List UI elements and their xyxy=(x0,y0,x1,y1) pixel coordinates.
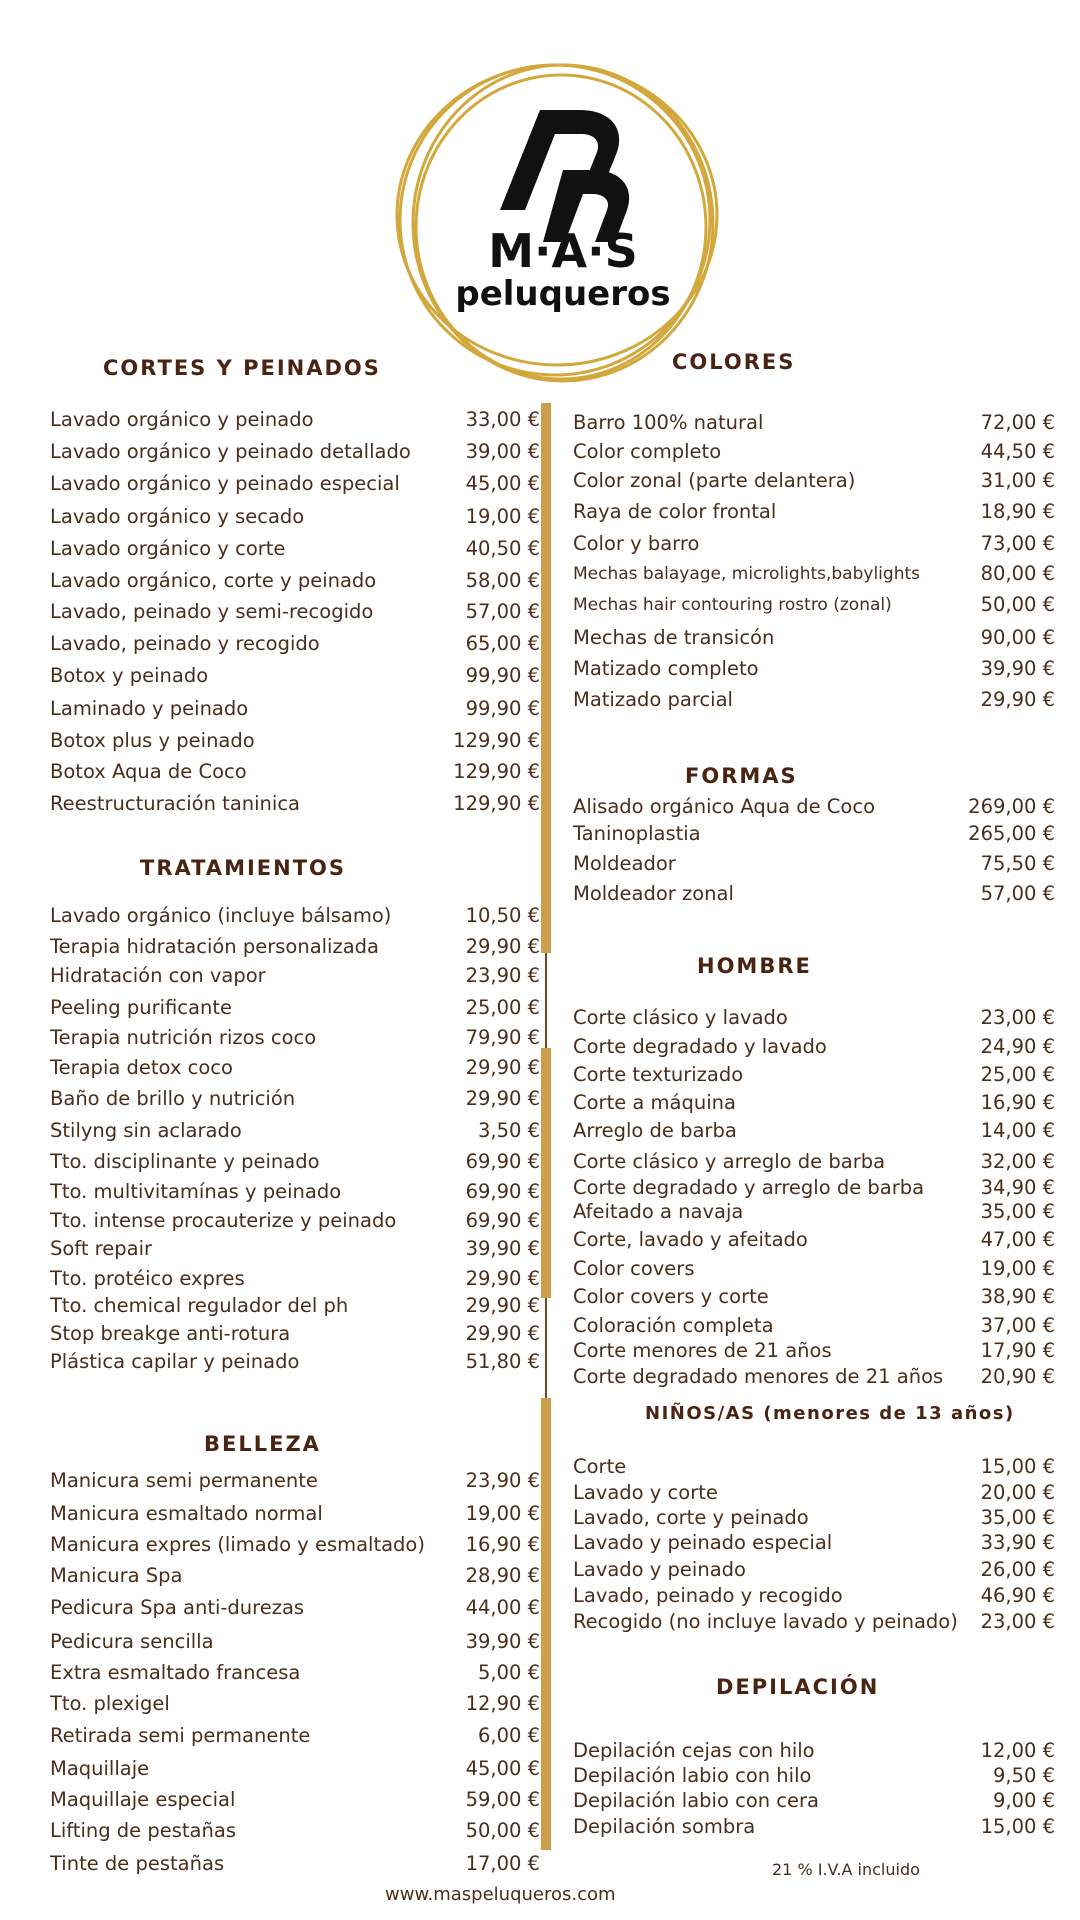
list-item: Hidratación con vapor 23,90 € xyxy=(50,964,540,987)
divider-gold-1 xyxy=(541,403,551,953)
heading-belleza: BELLEZA xyxy=(204,1432,321,1456)
list-item: Corte clásico y lavado 23,00 € xyxy=(573,1006,1055,1029)
list-item: Corte texturizado 25,00 € xyxy=(573,1063,1055,1086)
list-item: Lavado orgánico, corte y peinado 58,00 € xyxy=(50,569,540,592)
list-item: Manicura expres (limado y esmaltado) 16,90 € xyxy=(50,1533,540,1556)
list-item: Corte a máquina 16,90 € xyxy=(573,1091,1055,1114)
list-item: Lavado orgánico y peinado 33,00 € xyxy=(50,408,540,431)
list-item: Tto. chemical regulador del ph 29,90 € xyxy=(50,1294,540,1317)
list-item: Lavado orgánico y secado 19,00 € xyxy=(50,505,540,528)
heading-depilacion: DEPILACIÓN xyxy=(716,1675,880,1699)
list-item: Manicura semi permanente 23,90 € xyxy=(50,1469,540,1492)
website-link[interactable]: www.maspeluqueros.com xyxy=(385,1884,616,1905)
list-item: Lavado orgánico (incluye bálsamo) 10,50 € xyxy=(50,904,540,927)
list-item: Matizado parcial 29,90 € xyxy=(573,688,1055,711)
list-item: Corte menores de 21 años 17,90 € xyxy=(573,1339,1055,1362)
list-item: Lavado y corte 20,00 € xyxy=(573,1481,1055,1504)
brand-name-bottom: peluqueros xyxy=(455,274,671,314)
list-item: Maquillaje 45,00 € xyxy=(50,1757,540,1780)
list-item: Tto. intense procauterize y peinado 69,90 € xyxy=(50,1209,540,1232)
list-item: Color zonal (parte delantera) 31,00 € xyxy=(573,469,1055,492)
list-item: Botox y peinado 99,90 € xyxy=(50,664,540,687)
list-item: Arreglo de barba 14,00 € xyxy=(573,1119,1055,1142)
logo-mark-icon xyxy=(500,110,629,242)
list-item: Alisado orgánico Aqua de Coco 269,00 € xyxy=(573,795,1055,818)
list-item: Botox Aqua de Coco 129,90 € xyxy=(50,760,540,783)
heading-colores: COLORES xyxy=(672,350,796,374)
list-item: Corte clásico y arreglo de barba 32,00 € xyxy=(573,1150,1055,1173)
list-item: Plástica capilar y peinado 51,80 € xyxy=(50,1350,540,1373)
list-item: Tinte de pestañas 17,00 € xyxy=(50,1852,540,1875)
list-item: Tto. protéico expres 29,90 € xyxy=(50,1267,540,1290)
list-item: Moldeador zonal 57,00 € xyxy=(573,882,1055,905)
divider-gold-3 xyxy=(541,1398,551,1850)
list-item: Mechas de transicón 90,00 € xyxy=(573,626,1055,649)
list-item: Baño de brillo y nutrición 29,90 € xyxy=(50,1087,540,1110)
list-item: Lavado orgánico y peinado detallado 39,00 € xyxy=(50,440,540,463)
list-item: Corte degradado y arreglo de barba 34,90 € xyxy=(573,1176,1055,1199)
list-item: Lavado orgánico y corte 40,50 € xyxy=(50,537,540,560)
list-item: Terapia detox coco 29,90 € xyxy=(50,1056,540,1079)
heading-cortes: CORTES Y PEINADOS xyxy=(103,356,381,380)
list-item: Pedicura Spa anti-durezas 44,00 € xyxy=(50,1596,540,1619)
list-item: Laminado y peinado 99,90 € xyxy=(50,697,540,720)
list-item: Lavado, peinado y recogido 65,00 € xyxy=(50,632,540,655)
heading-ninos: NIÑOS/AS (menores de 13 años) xyxy=(645,1403,1015,1424)
heading-tratamientos: TRATAMIENTOS xyxy=(140,856,346,880)
list-item: Peeling purificante 25,00 € xyxy=(50,996,540,1019)
list-item: Barro 100% natural 72,00 € xyxy=(573,411,1055,434)
list-item: Corte degradado y lavado 24,90 € xyxy=(573,1035,1055,1058)
list-item: Stop breakge anti-rotura 29,90 € xyxy=(50,1322,540,1345)
list-item: Pedicura sencilla 39,90 € xyxy=(50,1630,540,1653)
heading-formas: FORMAS xyxy=(685,764,798,788)
list-item: Tto. disciplinante y peinado 69,90 € xyxy=(50,1150,540,1173)
list-item: Extra esmaltado francesa 5,00 € xyxy=(50,1661,540,1684)
list-item: Lavado, peinado y recogido 46,90 € xyxy=(573,1584,1055,1607)
list-item: Lavado, corte y peinado 35,00 € xyxy=(573,1506,1055,1529)
list-item: Soft repair 39,90 € xyxy=(50,1237,540,1260)
list-item: Mechas hair contouring rostro (zonal) 50,00 € xyxy=(573,593,1055,616)
heading-hombre: HOMBRE xyxy=(697,954,812,978)
list-item: Color y barro 73,00 € xyxy=(573,532,1055,555)
divider-gold-2 xyxy=(541,1048,551,1298)
list-item: Recogido (no incluye lavado y peinado) 23,00 € xyxy=(573,1610,1055,1633)
list-item: Mechas balayage, microlights,babylights 80,00 € xyxy=(573,562,1055,585)
list-item: Color covers y corte 38,90 € xyxy=(573,1285,1055,1308)
list-item: Taninoplastia 265,00 € xyxy=(573,822,1055,845)
list-item: Corte degradado menores de 21 años 20,90 € xyxy=(573,1365,1055,1388)
list-item: Reestructuración taninica 129,90 € xyxy=(50,792,540,815)
tax-note: 21 % I.V.A incluido xyxy=(772,1860,920,1879)
list-item: Lavado y peinado 26,00 € xyxy=(573,1558,1055,1581)
brand-logo xyxy=(385,55,735,385)
list-item: Manicura Spa 28,90 € xyxy=(50,1564,540,1587)
list-item: Color completo 44,50 € xyxy=(573,440,1055,463)
list-item: Afeitado a navaja 35,00 € xyxy=(573,1200,1055,1223)
list-item: Lavado y peinado especial 33,90 € xyxy=(573,1531,1055,1554)
list-item: Stilyng sin aclarado 3,50 € xyxy=(50,1119,540,1142)
list-item: Depilación labio con hilo 9,50 € xyxy=(573,1764,1055,1787)
divider-line-2 xyxy=(545,1298,547,1398)
list-item: Corte 15,00 € xyxy=(573,1455,1055,1478)
list-item: Lavado orgánico y peinado especial 45,00 € xyxy=(50,472,540,495)
list-item: Depilación sombra 15,00 € xyxy=(573,1815,1055,1838)
list-item: Color covers 19,00 € xyxy=(573,1257,1055,1280)
list-item: Raya de color frontal 18,90 € xyxy=(573,500,1055,523)
list-item: Retirada semi permanente 6,00 € xyxy=(50,1724,540,1747)
list-item: Terapia nutrición rizos coco 79,90 € xyxy=(50,1026,540,1049)
list-item: Tto. multivitamínas y peinado 69,90 € xyxy=(50,1180,540,1203)
list-item: Coloración completa 37,00 € xyxy=(573,1314,1055,1337)
brand-name-top: M·A·S xyxy=(488,224,638,278)
list-item: Botox plus y peinado 129,90 € xyxy=(50,729,540,752)
list-item: Moldeador 75,50 € xyxy=(573,852,1055,875)
divider-line-1 xyxy=(545,953,547,1048)
list-item: Lifting de pestañas 50,00 € xyxy=(50,1819,540,1842)
list-item: Depilación cejas con hilo 12,00 € xyxy=(573,1739,1055,1762)
list-item: Tto. plexigel 12,90 € xyxy=(50,1692,540,1715)
list-item: Manicura esmaltado normal 19,00 € xyxy=(50,1502,540,1525)
list-item: Matizado completo 39,90 € xyxy=(573,657,1055,680)
list-item: Corte, lavado y afeitado 47,00 € xyxy=(573,1228,1055,1251)
list-item: Terapia hidratación personalizada 29,90 € xyxy=(50,935,540,958)
list-item: Depilación labio con cera 9,00 € xyxy=(573,1789,1055,1812)
list-item: Maquillaje especial 59,00 € xyxy=(50,1788,540,1811)
list-item: Lavado, peinado y semi-recogido 57,00 € xyxy=(50,600,540,623)
